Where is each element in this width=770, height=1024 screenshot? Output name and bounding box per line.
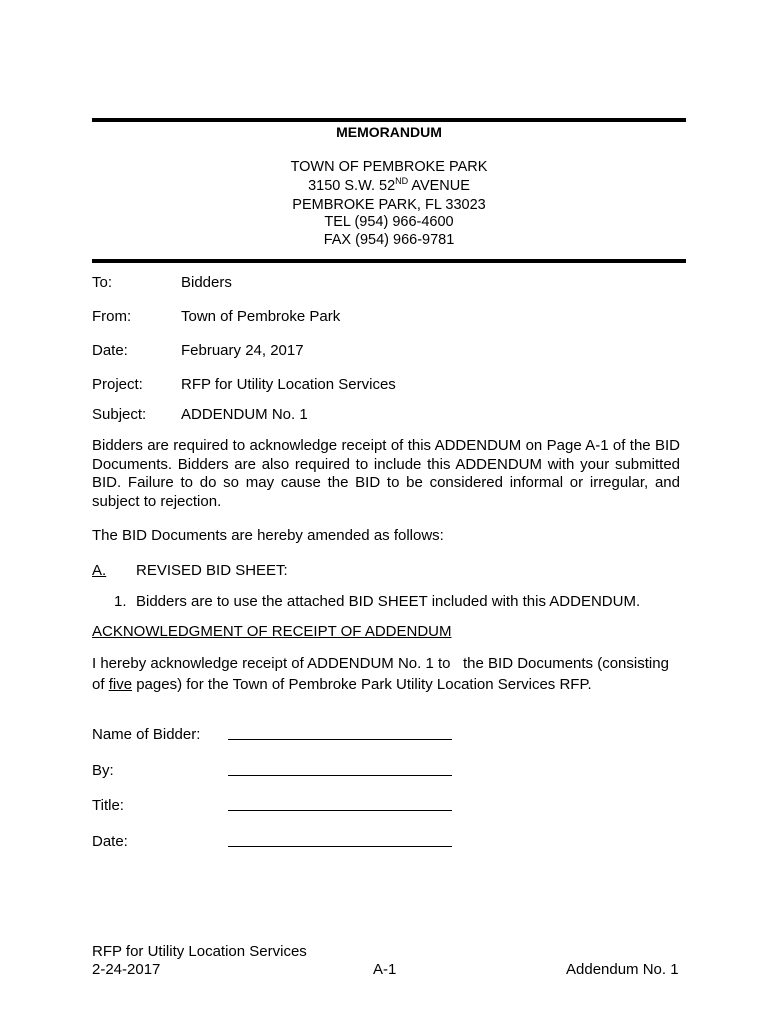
from-label: From: <box>92 308 132 325</box>
city-state-zip: PEMBROKE PARK, FL 33023 <box>292 197 486 213</box>
fax: FAX (954) 966-9781 <box>323 232 455 248</box>
acknowledgment-line-2-start: of <box>92 676 109 693</box>
to-label: To: <box>92 274 113 291</box>
street-address-main: 3150 S.W. 52 <box>308 178 396 194</box>
section-title: REVISED BID SHEET: <box>136 562 288 579</box>
acknowledgment-line-2 <box>92 674 692 695</box>
acknowledgment-line-2-end: pages) for the Town of Pembroke Park Utility Location Services RFP. <box>132 676 592 693</box>
footer-project: RFP for Utility Location Services <box>92 943 307 960</box>
project-value: RFP for Utility Location Services <box>181 376 396 393</box>
footer-date: 2-24-2017 <box>92 961 161 978</box>
memo-title: MEMORANDUM <box>336 124 442 140</box>
acknowledgment-heading: ACKNOWLEDGMENT OF RECEIPT OF ADDENDUM <box>92 623 452 640</box>
subject-label: Subject: <box>92 406 147 423</box>
from-value: Town of Pembroke Park <box>181 308 341 325</box>
telephone: TEL (954) 966-4600 <box>324 214 454 230</box>
intro-paragraph: Bidders are required to acknowledge receipt of this ADDENDUM on Page A-1 of the BID Documents. Bidders are also required to include this ADDENDUM with your submitted BID. Failure to do so may cause the BID to be considered informal or irregular, and subject to rejection. <box>92 437 680 510</box>
acknowledgment-text <box>92 653 692 695</box>
section-a-heading <box>92 562 288 579</box>
signature-date-line[interactable] <box>228 846 452 847</box>
by-line[interactable] <box>228 775 452 776</box>
org-name: TOWN OF PEMBROKE PARK <box>290 159 488 175</box>
to-value: Bidders <box>181 274 232 291</box>
name-of-bidder-label: Name of Bidder: <box>92 726 201 743</box>
street-address-suffix: AVENUE <box>408 178 470 194</box>
top-rule <box>92 118 686 122</box>
street-address <box>92 177 686 196</box>
acknowledgment-line-1: I hereby acknowledge receipt of ADDENDUM No. 1 to the BID Documents (consisting <box>92 655 669 672</box>
signature-date-label: Date: <box>92 833 128 850</box>
date-value: February 24, 2017 <box>181 342 304 359</box>
by-label: By: <box>92 762 114 779</box>
date-label: Date: <box>92 342 128 359</box>
title-label: Title: <box>92 797 124 814</box>
title-line[interactable] <box>228 810 452 811</box>
project-label: Project: <box>92 376 143 393</box>
name-of-bidder-line[interactable] <box>228 739 452 740</box>
street-address-ordinal: ND <box>395 176 409 186</box>
page-count: five <box>108 676 133 693</box>
footer-page-number: A-1 <box>373 961 397 978</box>
section-letter: A. <box>92 562 107 579</box>
subject-value: ADDENDUM No. 1 <box>181 406 308 423</box>
footer-addendum: Addendum No. 1 <box>566 961 679 978</box>
item-1-text: Bidders are to use the attached BID SHEET included with this ADDENDUM. <box>136 593 641 610</box>
bottom-rule <box>92 259 686 263</box>
item-1-number: 1. <box>114 593 127 610</box>
amended-statement: The BID Documents are hereby amended as follows: <box>92 527 444 544</box>
